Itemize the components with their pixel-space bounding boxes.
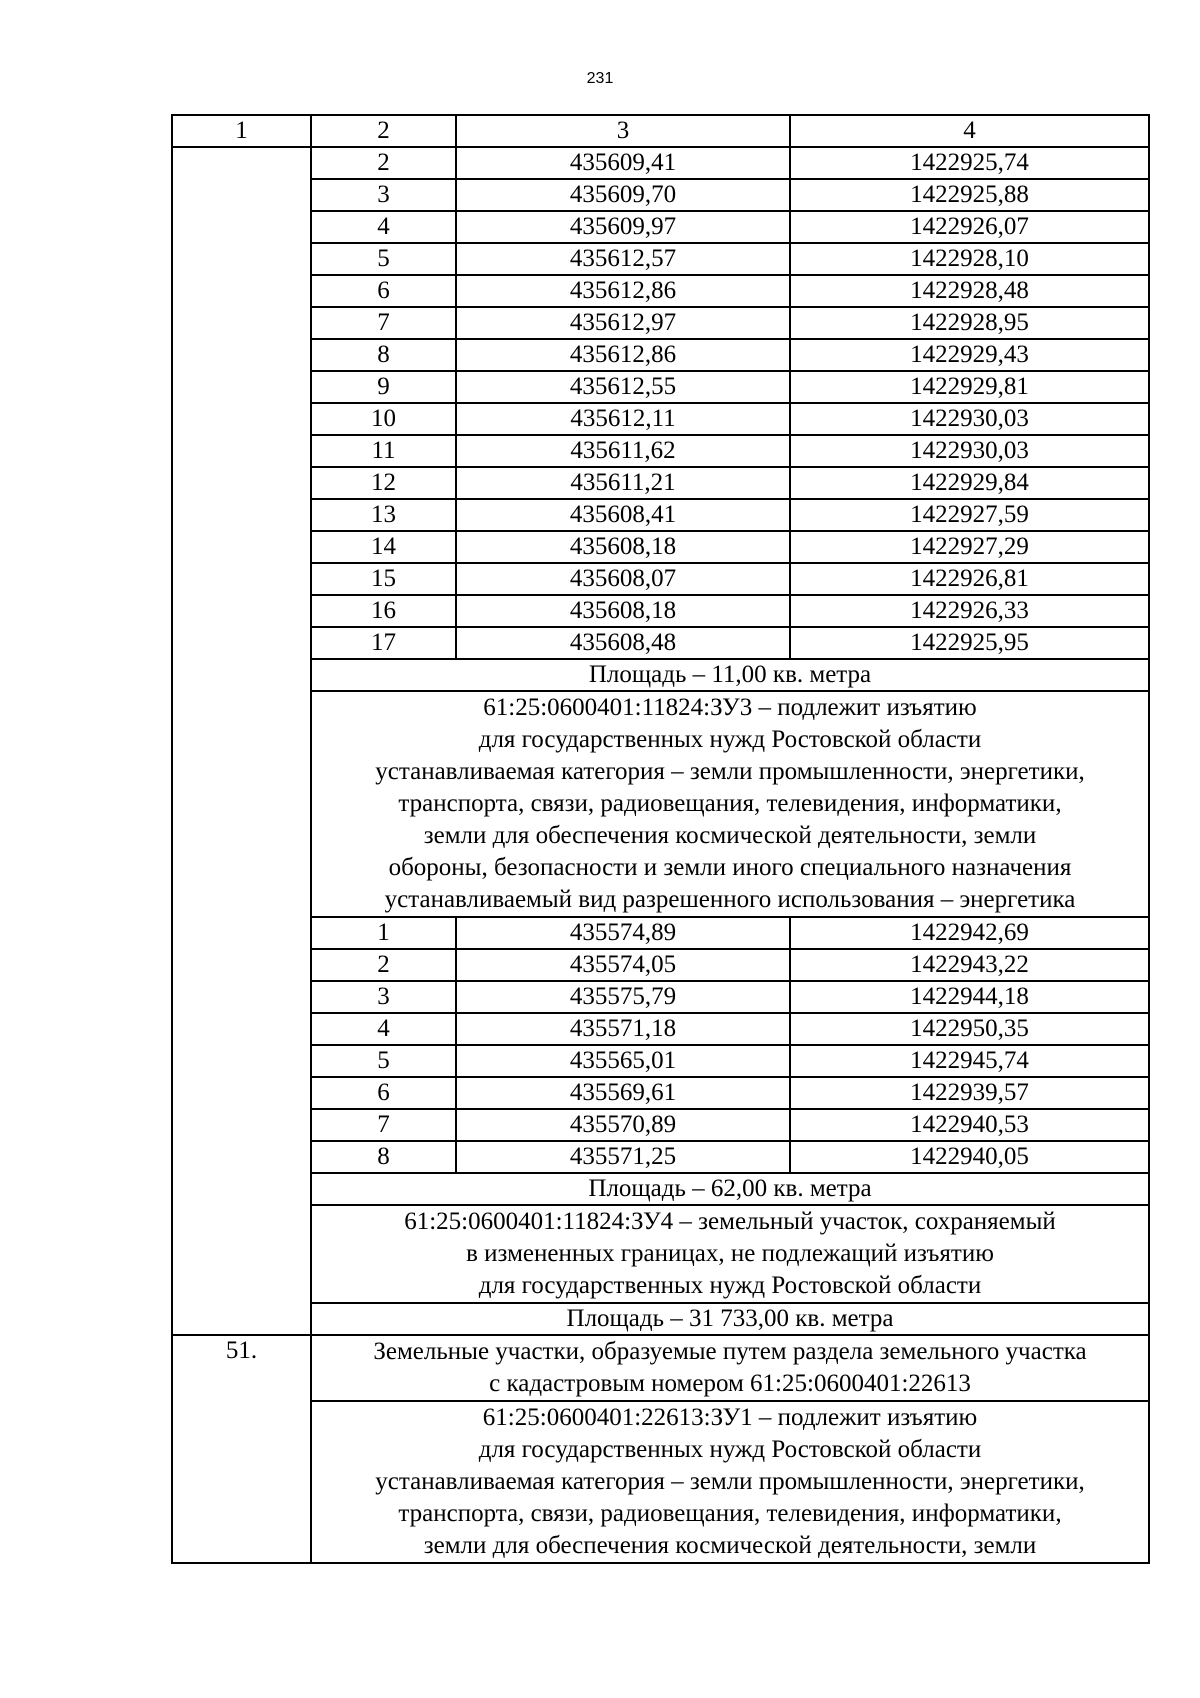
point-row [172, 1109, 1149, 1141]
point-row [172, 1077, 1149, 1109]
area-label: Площадь – 31 733,00 кв. метра [311, 1303, 1149, 1335]
coordinate-y: 1422929,81 [790, 371, 1149, 403]
point-number: 16 [311, 595, 456, 627]
point-number: 11 [311, 435, 456, 467]
point-row [172, 627, 1149, 659]
header-cell: 1 [172, 115, 311, 147]
coordinate-x: 435611,62 [456, 435, 790, 467]
note-line: транспорта, связи, радиовещания, телевидения, информатики, [398, 1500, 1062, 1527]
point-row [172, 339, 1149, 371]
coordinate-x: 435565,01 [456, 1045, 790, 1077]
point-number: 17 [311, 627, 456, 659]
coordinate-y: 1422928,10 [790, 243, 1149, 275]
section-row [172, 1335, 1149, 1401]
point-number: 9 [311, 371, 456, 403]
coordinate-y: 1422925,74 [790, 147, 1149, 179]
coordinate-y: 1422929,84 [790, 467, 1149, 499]
point-number: 15 [311, 563, 456, 595]
coordinate-y: 1422944,18 [790, 981, 1149, 1013]
point-number: 8 [311, 339, 456, 371]
point-number: 5 [311, 1045, 456, 1077]
header-row [172, 115, 1149, 147]
note-line: 61:25:0600401:11824:ЗУ4 – земельный участок, сохраняемый [404, 1208, 1056, 1235]
coordinate-x: 435574,05 [456, 949, 790, 981]
point-number: 6 [311, 275, 456, 307]
coordinate-y: 1422925,88 [790, 179, 1149, 211]
parcel-zu4-description [311, 1205, 1149, 1303]
page-number: 231 [586, 70, 614, 87]
coordinate-x: 435569,61 [456, 1077, 790, 1109]
coordinate-y: 1422927,59 [790, 499, 1149, 531]
point-row [172, 949, 1149, 981]
point-number: 1 [311, 917, 456, 949]
coordinate-x: 435608,18 [456, 531, 790, 563]
point-row [172, 1013, 1149, 1045]
note-line: обороны, безопасности и земли иного специального назначения [388, 854, 1072, 881]
point-number: 4 [311, 1013, 456, 1045]
point-row [172, 1045, 1149, 1077]
note-line: земли для обеспечения космической деятельности, земли [423, 1532, 1037, 1559]
point-number: 7 [311, 307, 456, 339]
area-label: Площадь – 62,00 кв. метра [311, 1173, 1149, 1205]
area-row [172, 659, 1149, 691]
point-number: 3 [311, 981, 456, 1013]
point-row [172, 917, 1149, 949]
note-line: с кадастровым номером 61:25:0600401:22613 [489, 1370, 971, 1397]
parcel-zu1-description [311, 1401, 1149, 1563]
coordinate-y: 1422950,35 [790, 1013, 1149, 1045]
note-line: устанавливаемая категория – земли промышленности, энергетики, [375, 1468, 1085, 1495]
coordinate-y: 1422926,07 [790, 211, 1149, 243]
coordinate-x: 435612,57 [456, 243, 790, 275]
coordinate-x: 435612,11 [456, 403, 790, 435]
area-row [172, 1173, 1149, 1205]
note-line: 61:25:0600401:11824:ЗУ3 – подлежит изъятию [483, 694, 977, 721]
coordinate-y: 1422930,03 [790, 435, 1149, 467]
coordinate-x: 435574,89 [456, 917, 790, 949]
coordinate-x: 435612,86 [456, 275, 790, 307]
point-row [172, 371, 1149, 403]
coordinate-y: 1422926,81 [790, 563, 1149, 595]
coordinate-y: 1422939,57 [790, 1077, 1149, 1109]
coordinate-x: 435571,25 [456, 1141, 790, 1173]
point-row [172, 531, 1149, 563]
coordinate-x: 435571,18 [456, 1013, 790, 1045]
coordinate-x: 435609,70 [456, 179, 790, 211]
point-row [172, 1141, 1149, 1173]
point-number: 6 [311, 1077, 456, 1109]
coordinate-x: 435608,48 [456, 627, 790, 659]
coordinate-x: 435608,41 [456, 499, 790, 531]
coordinate-y: 1422929,43 [790, 339, 1149, 371]
note-line: для государственных нужд Ростовской области [478, 726, 982, 753]
parcel-note-row [172, 1205, 1149, 1303]
coordinate-x: 435570,89 [456, 1109, 790, 1141]
coordinates-table-body [172, 115, 1149, 1563]
header-cell: 2 [311, 115, 456, 147]
coordinates-table [171, 114, 1150, 1564]
point-number: 2 [311, 949, 456, 981]
coordinate-x: 435612,55 [456, 371, 790, 403]
coordinate-y: 1422943,22 [790, 949, 1149, 981]
coordinate-y: 1422930,03 [790, 403, 1149, 435]
coordinate-y: 1422942,69 [790, 917, 1149, 949]
point-row [172, 243, 1149, 275]
point-number: 10 [311, 403, 456, 435]
area-label: Площадь – 11,00 кв. метра [311, 659, 1149, 691]
point-row [172, 981, 1149, 1013]
point-number: 14 [311, 531, 456, 563]
point-row [172, 147, 1149, 179]
parcel-note-row [172, 691, 1149, 917]
note-line: устанавливаемый вид разрешенного использования – энергетика [384, 886, 1076, 913]
point-row [172, 595, 1149, 627]
point-number: 8 [311, 1141, 456, 1173]
note-line: 61:25:0600401:22613:ЗУ1 – подлежит изъятию [482, 1404, 978, 1431]
coordinate-x: 435575,79 [456, 981, 790, 1013]
coordinate-y: 1422945,74 [790, 1045, 1149, 1077]
note-line: для государственных нужд Ростовской области [478, 1272, 982, 1299]
point-number: 7 [311, 1109, 456, 1141]
section-title [311, 1335, 1149, 1401]
point-row [172, 275, 1149, 307]
coordinate-y: 1422925,95 [790, 627, 1149, 659]
point-row [172, 435, 1149, 467]
header-cell: 3 [456, 115, 790, 147]
coordinate-y: 1422927,29 [790, 531, 1149, 563]
coordinate-x: 435609,97 [456, 211, 790, 243]
point-number: 12 [311, 467, 456, 499]
note-line: устанавливаемая категория – земли промышленности, энергетики, [375, 758, 1085, 785]
point-number: 5 [311, 243, 456, 275]
coordinate-x: 435608,18 [456, 595, 790, 627]
section-number-cell [172, 147, 311, 1335]
coordinate-x: 435611,21 [456, 467, 790, 499]
note-line: транспорта, связи, радиовещания, телевидения, информатики, [398, 790, 1062, 817]
coordinate-y: 1422940,53 [790, 1109, 1149, 1141]
coordinate-x: 435612,97 [456, 307, 790, 339]
coordinate-x: 435612,86 [456, 339, 790, 371]
point-row [172, 211, 1149, 243]
coordinate-y: 1422926,33 [790, 595, 1149, 627]
point-row [172, 467, 1149, 499]
coordinate-y: 1422940,05 [790, 1141, 1149, 1173]
point-number: 4 [311, 211, 456, 243]
parcel-zu3-description [311, 691, 1149, 917]
point-row [172, 499, 1149, 531]
area-row [172, 1303, 1149, 1335]
note-line: в измененных границах, не подлежащий изъятию [466, 1240, 994, 1267]
header-cell: 4 [790, 115, 1149, 147]
coordinate-y: 1422928,48 [790, 275, 1149, 307]
point-number: 3 [311, 179, 456, 211]
note-line: Земельные участки, образуемые путем раздела земельного участка [373, 1338, 1087, 1365]
point-number: 2 [311, 147, 456, 179]
coordinate-x: 435608,07 [456, 563, 790, 595]
section-number: 51. [172, 1335, 311, 1563]
point-number: 13 [311, 499, 456, 531]
point-row [172, 179, 1149, 211]
point-row [172, 403, 1149, 435]
point-row [172, 307, 1149, 339]
note-line: для государственных нужд Ростовской области [478, 1436, 982, 1463]
coordinate-x: 435609,41 [456, 147, 790, 179]
coordinate-y: 1422928,95 [790, 307, 1149, 339]
parcel-note-row [172, 1401, 1149, 1563]
point-row [172, 563, 1149, 595]
note-line: земли для обеспечения космической деятельности, земли [423, 822, 1037, 849]
